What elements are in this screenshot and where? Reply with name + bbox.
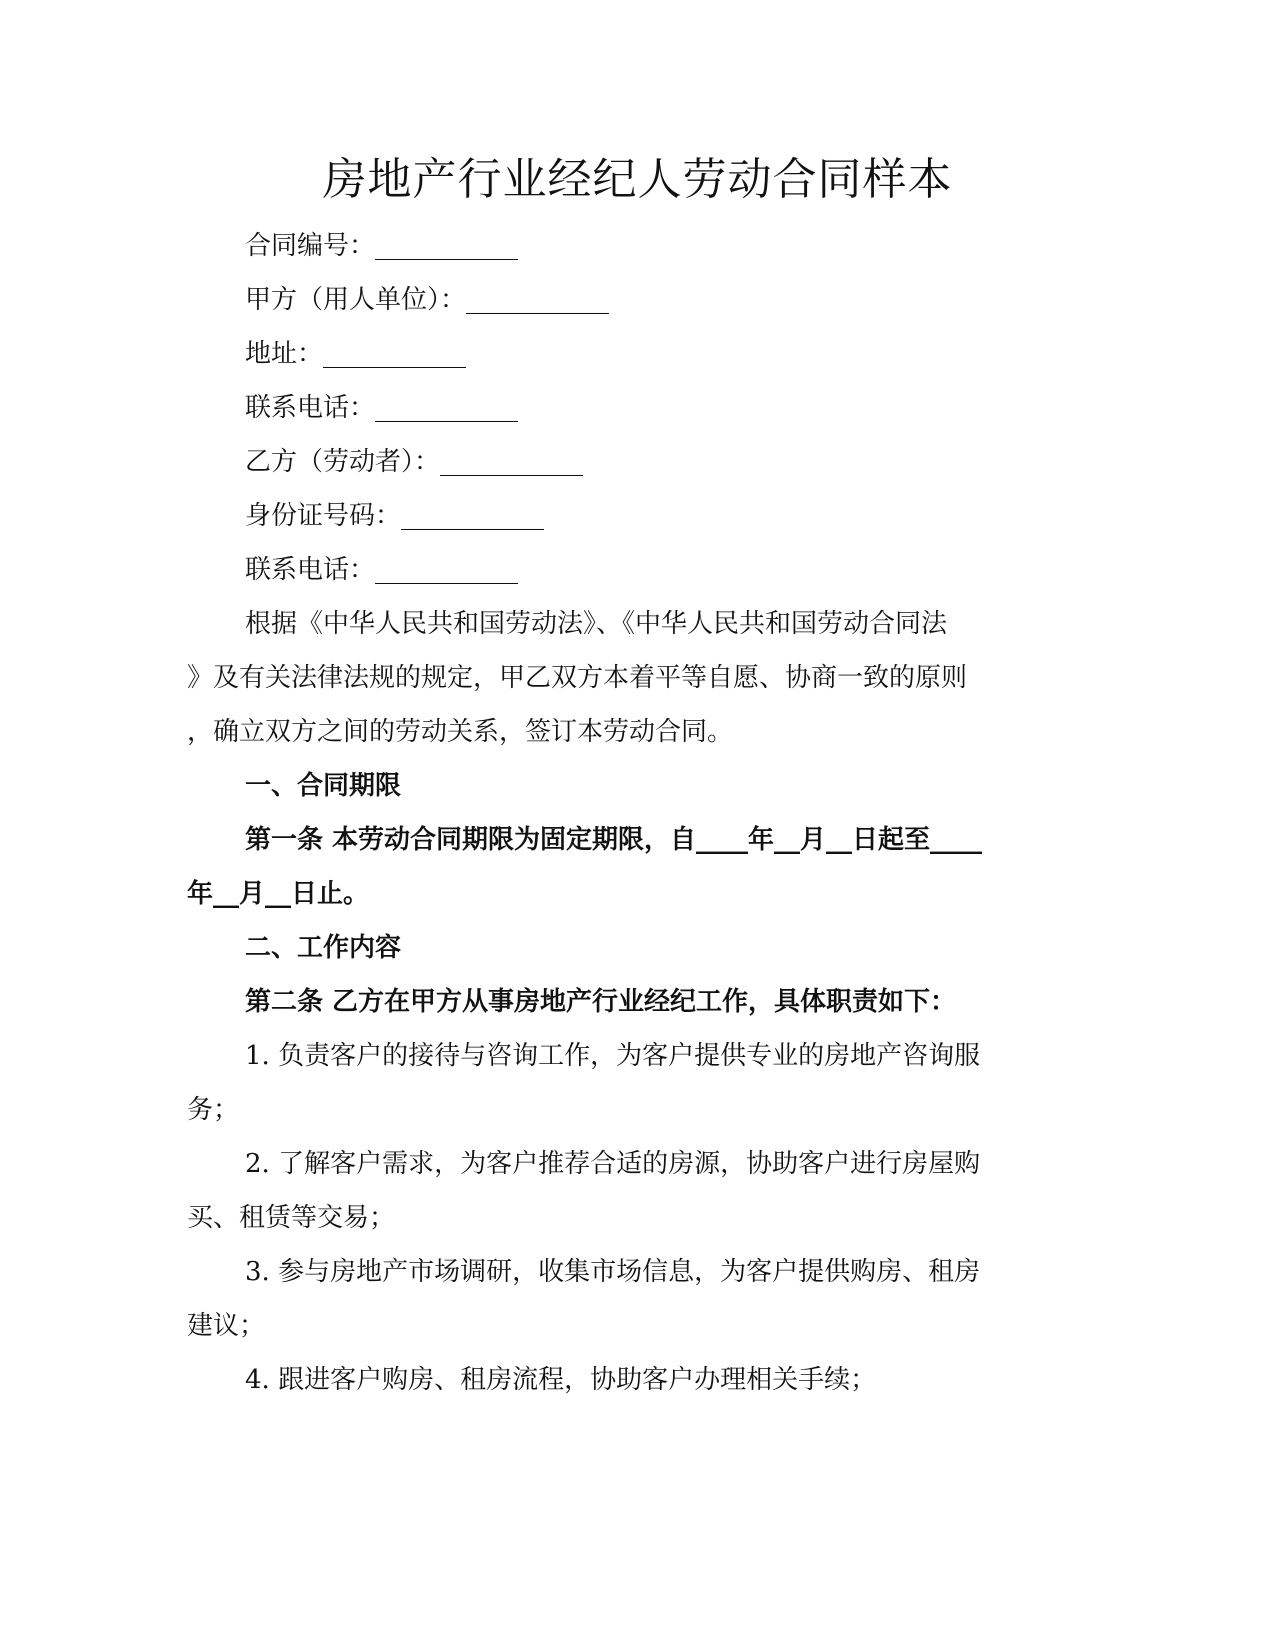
address-line: 地址：___________ [245, 339, 467, 369]
duty-1-line-1: 1. 负责客户的接待与咨询工作，为客户提供专业的房地产咨询服 [245, 1041, 981, 1071]
duty-2-line-1: 2. 了解客户需求，为客户推荐合适的房源，协助客户进行房屋购 [245, 1149, 981, 1179]
party-b-line: 乙方（劳动者）：___________ [245, 447, 584, 477]
preamble-line-1: 根据《中华人民共和国劳动法》、《中华人民共和国劳动合同法 [245, 609, 948, 639]
duty-3-line-1: 3. 参与房地产市场调研，收集市场信息，为客户提供购房、租房 [245, 1257, 981, 1287]
duty-3-line-2: 建议； [187, 1311, 266, 1341]
duty-2-line-2: 买、租赁等交易； [187, 1203, 396, 1233]
duty-4-line: 4. 跟进客户购房、租房流程，协助客户办理相关手续； [245, 1365, 877, 1395]
duty-1-line-2: 务； [187, 1095, 240, 1125]
article-1-line-1: 第一条 本劳动合同期限为固定期限，自____年__月__日起至____ [245, 825, 983, 855]
section-heading-term: 一、合同期限 [245, 771, 402, 801]
article-1-line-2: 年__月__日止。 [187, 879, 370, 909]
section-heading-work: 二、工作内容 [245, 933, 402, 963]
preamble-line-2: 》及有关法律法规的规定，甲乙双方本着平等自愿、协商一致的原则 [187, 663, 968, 693]
document-title: 房地产行业经纪人劳动合同样本 [322, 154, 953, 205]
party-a-phone-line: 联系电话：___________ [245, 393, 519, 423]
contract-number-line: 合同编号：___________ [245, 231, 519, 261]
party-b-phone-line: 联系电话：___________ [245, 555, 519, 585]
party-a-line: 甲方（用人单位）：___________ [245, 285, 610, 315]
article-2-line: 第二条 乙方在甲方从事房地产行业经纪工作，具体职责如下： [245, 987, 957, 1017]
id-number-line: 身份证号码：___________ [245, 501, 545, 531]
preamble-line-3: ，确立双方之间的劳动关系，签订本劳动合同。 [187, 717, 734, 747]
